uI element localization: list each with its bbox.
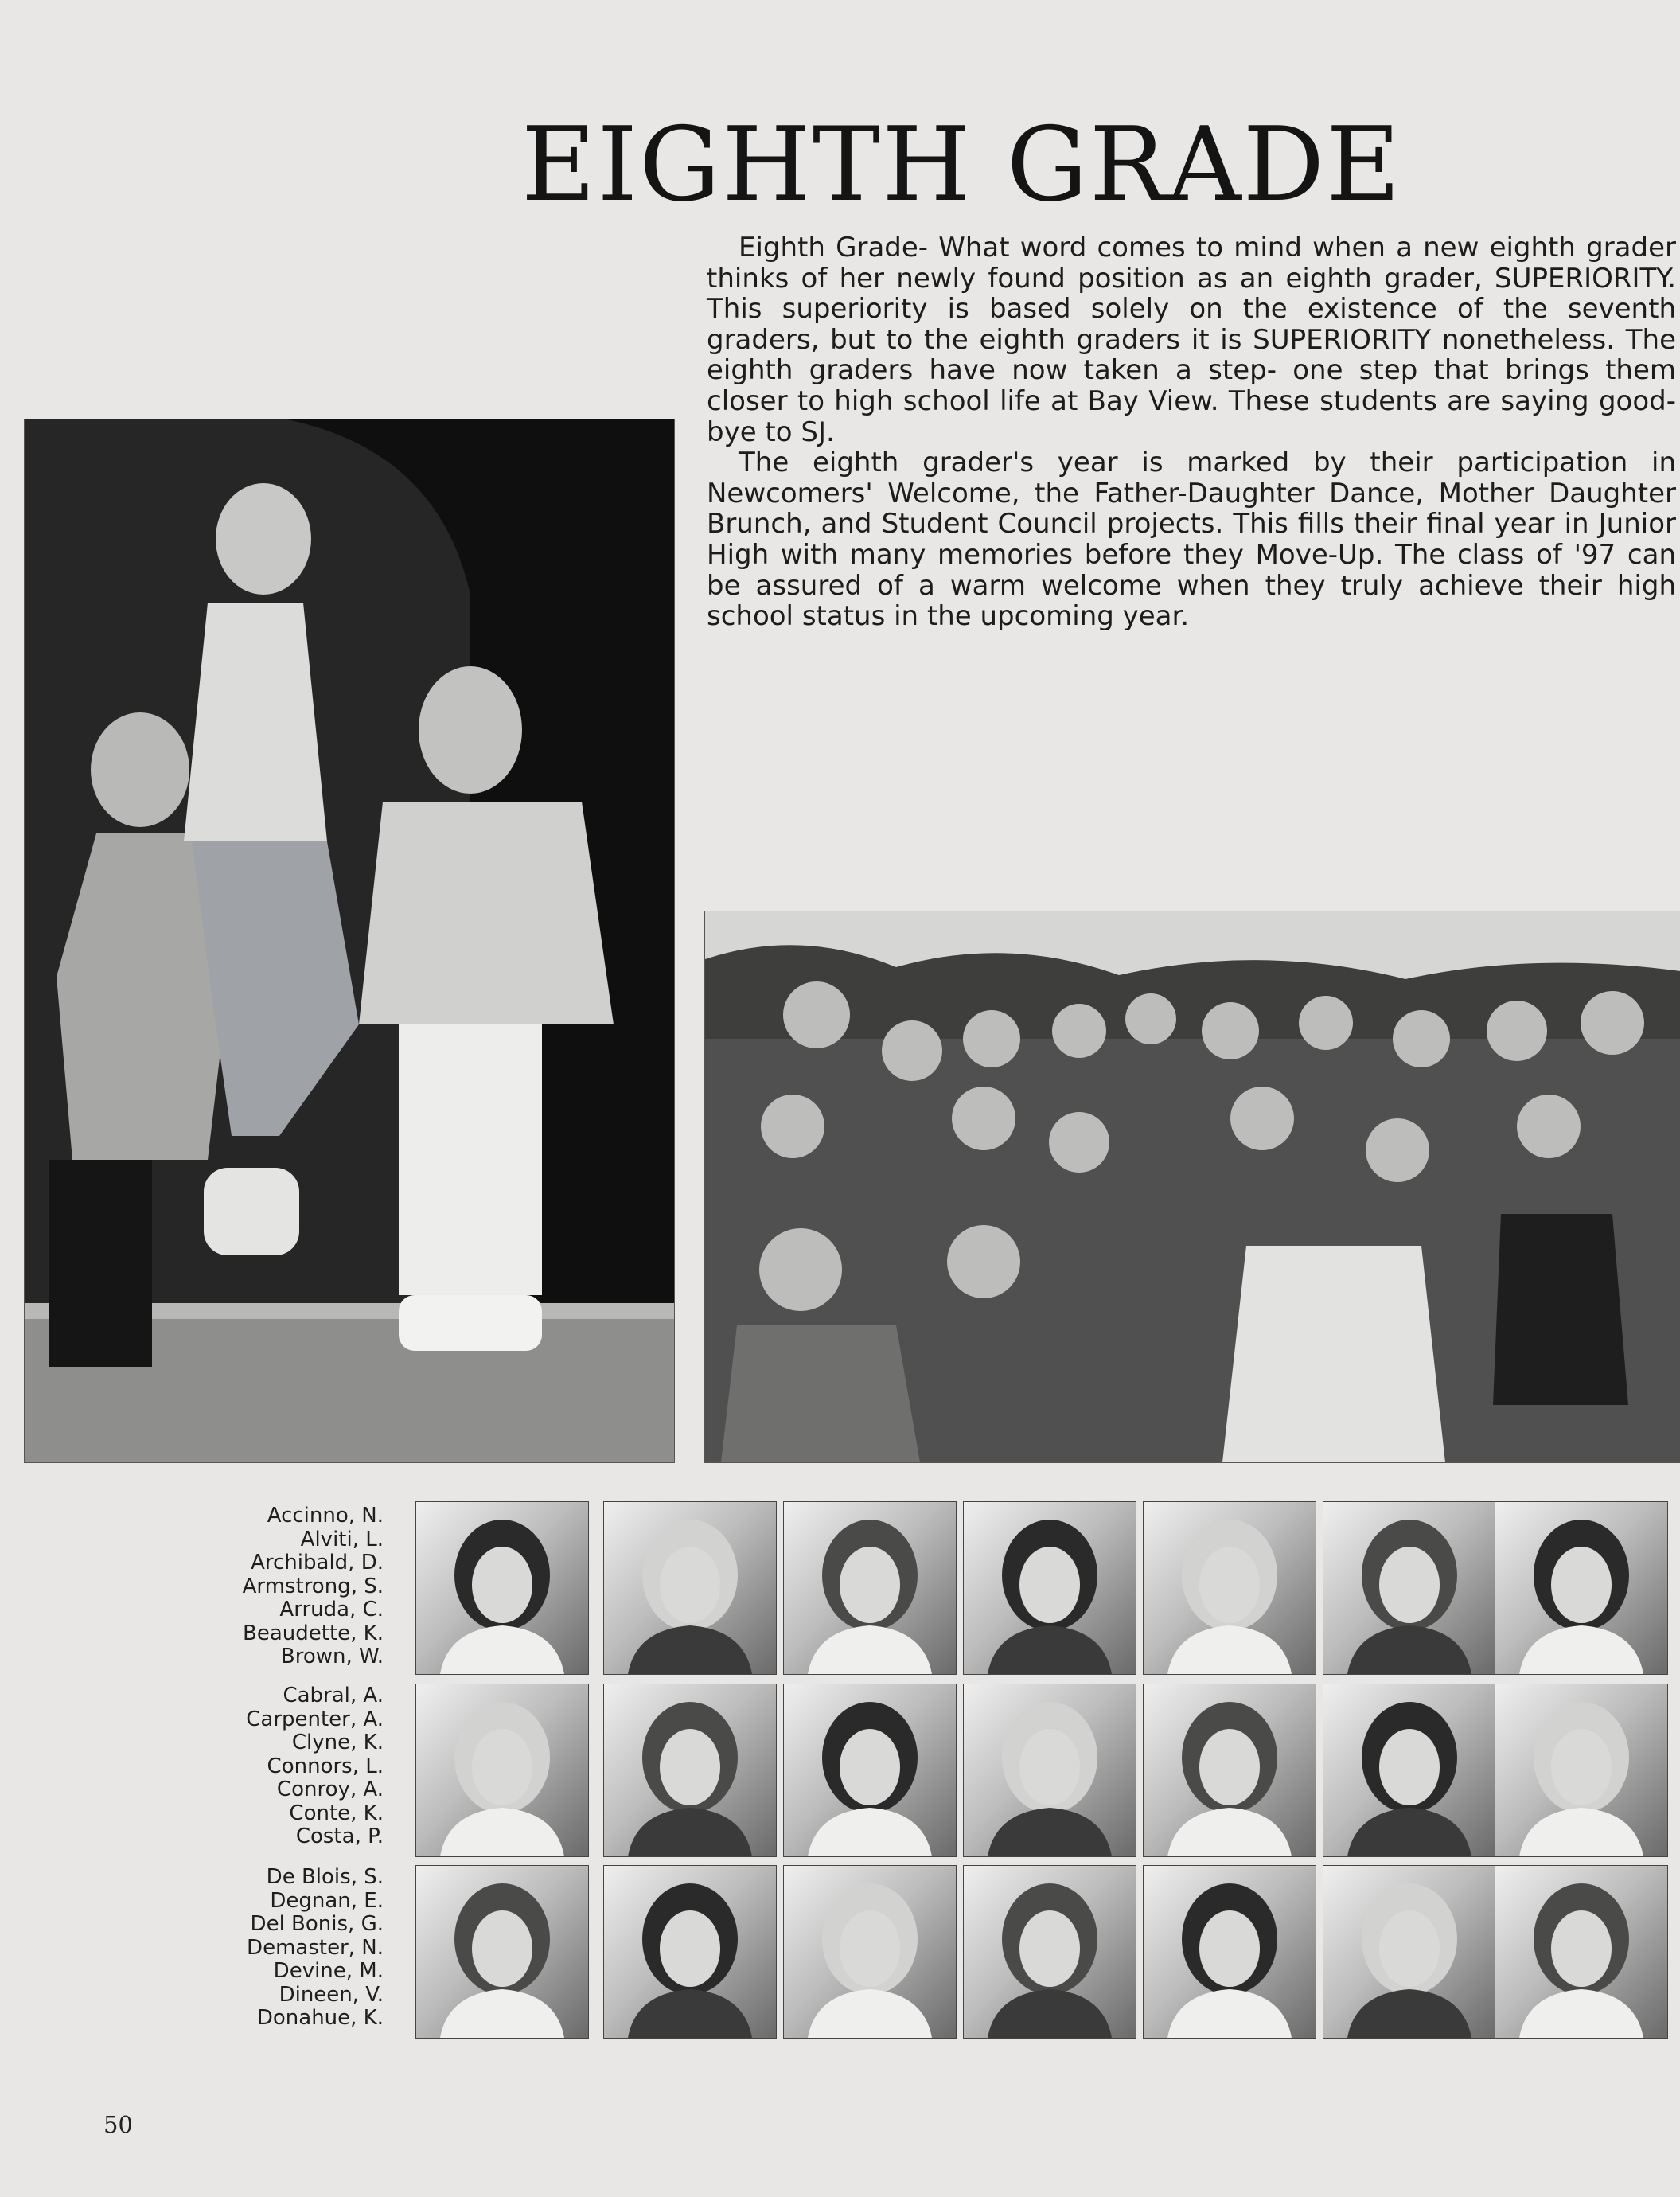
page-title: EIGHTH GRADE: [521, 106, 1402, 224]
portrait-silhouette: [1144, 1684, 1316, 1856]
student-name: Degnan, E.: [270, 1888, 384, 1913]
portrait-row: [415, 1684, 1680, 1856]
candid-photo: [24, 419, 675, 1463]
student-portrait: [783, 1865, 957, 2039]
intro-paragraph: Eighth Grade- What word comes to mind when a new eighth grader thinks of her newly found position as an eighth grader, SUPERIORITY. This superiority is based solely on the existence of the seventh graders, but to the eighth graders it is SUPERIORITY nonetheless. The eighth graders have now taken a step- one step that brings them closer to high school life at Bay View. These students are saying good-bye to SJ.: [707, 232, 1676, 448]
student-name: Devine, M.: [273, 1959, 384, 1983]
portrait-silhouette: [964, 1684, 1136, 1856]
student-name: Brown, W.: [280, 1645, 384, 1668]
portrait-row: [415, 1865, 1680, 2037]
portrait-silhouette: [964, 1502, 1136, 1674]
student-portrait: [1495, 1865, 1668, 2039]
student-portrait: [603, 1684, 777, 1857]
student-name: Alviti, L.: [300, 1527, 384, 1551]
student-portrait: [783, 1684, 957, 1857]
portrait-silhouette: [964, 1866, 1136, 2038]
portrait-silhouette: [1144, 1502, 1316, 1674]
student-name: Conroy, A.: [276, 1778, 384, 1801]
roster-group: [199, 1684, 384, 1849]
portrait-silhouette: [1323, 1866, 1495, 2038]
student-name: Demaster, N.: [247, 1935, 384, 1960]
student-portrait: [603, 1501, 777, 1675]
portrait-silhouette: [1495, 1684, 1667, 1856]
student-name: Dineen, V.: [279, 1982, 384, 2007]
student-name: Accinno, N.: [267, 1504, 384, 1528]
student-portrait: [1143, 1865, 1316, 2039]
candid-photo-illustration: [25, 419, 674, 1462]
portrait-silhouette: [1495, 1866, 1667, 2038]
portrait-silhouette: [604, 1866, 776, 2038]
portrait-silhouette: [784, 1684, 956, 1856]
portrait-silhouette: [784, 1866, 956, 2038]
roster-group: [199, 1504, 384, 1669]
student-portrait: [1323, 1684, 1496, 1857]
student-name: Donahue, K.: [256, 2006, 384, 2030]
group-photo-illustration: [705, 911, 1680, 1462]
student-portrait: [783, 1501, 957, 1675]
portrait-silhouette: [1144, 1866, 1316, 2038]
student-portrait: [963, 1865, 1136, 2039]
student-portrait: [963, 1684, 1136, 1857]
roster-group: [199, 1866, 384, 2031]
student-portrait: [1495, 1501, 1668, 1675]
student-name: Archibald, D.: [251, 1551, 384, 1575]
student-portrait: [1143, 1684, 1316, 1857]
student-name: Del Bonis, G.: [250, 1912, 384, 1936]
student-portrait: [1323, 1501, 1496, 1675]
student-portrait: [1323, 1865, 1496, 2039]
portrait-silhouette: [1323, 1684, 1495, 1856]
student-name: De Blois, S.: [266, 1865, 384, 1889]
student-portrait: [1143, 1501, 1316, 1675]
student-portrait: [415, 1684, 589, 1857]
intro-text: [707, 232, 1676, 632]
student-name: Cabral, A.: [283, 1684, 384, 1707]
student-portrait: [603, 1865, 777, 2039]
student-name: Costa, P.: [295, 1824, 384, 1848]
portrait-silhouette: [416, 1684, 588, 1856]
portrait-silhouette: [784, 1502, 956, 1674]
portrait-row: [415, 1501, 1680, 1673]
portrait-silhouette: [416, 1866, 588, 2038]
portrait-silhouette: [1323, 1502, 1495, 1674]
student-name: Conte, K.: [289, 1801, 384, 1825]
portrait-silhouette: [416, 1502, 588, 1674]
portrait-silhouette: [604, 1684, 776, 1856]
page-number: 50: [103, 2111, 133, 2138]
student-portrait: [1495, 1684, 1668, 1857]
portrait-silhouette: [1495, 1502, 1667, 1674]
intro-paragraph: The eighth grader's year is marked by their participation in Newcomers' Welcome, the Father-Daughter Dance, Mother Daughter Brunch, and Student Council projects. This fills their final year in Junior High with many memories before they Move-Up. The class of '97 can be assured of a warm welcome when they truly achieve their high school status in the upcoming year.: [707, 447, 1676, 633]
student-portrait: [963, 1501, 1136, 1675]
group-photo: [704, 911, 1680, 1463]
student-name: Clyne, K.: [291, 1731, 384, 1754]
student-portrait: [415, 1501, 589, 1675]
portrait-silhouette: [604, 1502, 776, 1674]
student-portrait: [415, 1865, 589, 2039]
student-name: Carpenter, A.: [246, 1707, 384, 1731]
student-name: Beaudette, K.: [243, 1621, 384, 1645]
student-name: Connors, L.: [267, 1754, 384, 1778]
student-name: Armstrong, S.: [242, 1574, 384, 1598]
student-name: Arruda, C.: [279, 1598, 384, 1621]
